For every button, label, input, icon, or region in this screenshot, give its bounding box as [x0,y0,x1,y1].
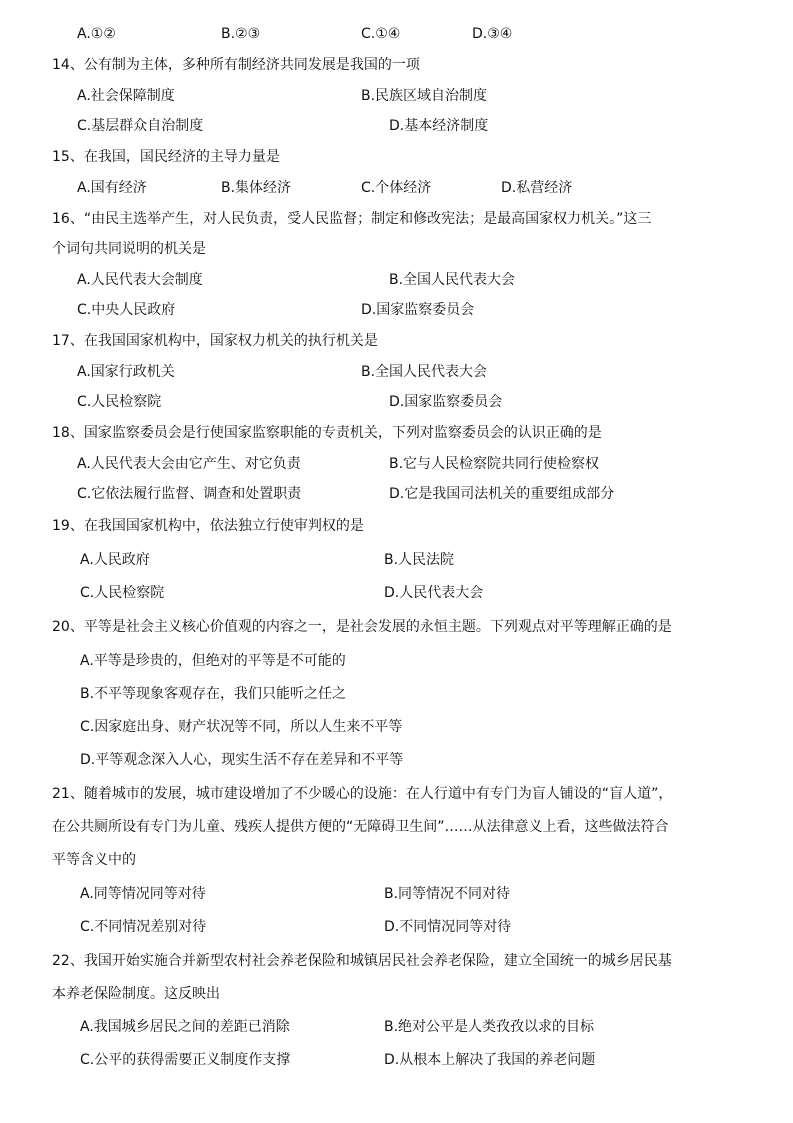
q15-option-a: A.国有经济 [77,180,147,196]
q21-stem-line3: 平等含义中的 [52,852,136,868]
q17-option-a: A.国家行政机关 [77,364,175,380]
q22-option-b: B.绝对公平是人类孜孜以求的目标 [384,1019,595,1035]
q13-option-a: A.①② [77,26,116,42]
q16-option-a: A.人民代表大会制度 [77,272,203,288]
q16-option-d: D.国家监察委员会 [361,302,475,318]
q19-option-c: C.人民检察院 [80,585,165,601]
q19-option-b: B.人民法院 [384,552,455,568]
q18-stem: 18、国家监察委员会是行使国家监察职能的专责机关，下列对监察委员会的认识正确的是 [52,425,602,441]
q20-stem: 20、平等是社会主义核心价值观的内容之一，是社会发展的永恒主题。下列观点对平等理解正确的是 [52,619,672,635]
q19-option-d: D.人民代表大会 [384,585,484,601]
q15-option-c: C.个体经济 [361,180,432,196]
q18-option-c: C.它依法履行监督、调查和处置职责 [77,486,302,502]
q14-option-c: C.基层群众自治制度 [77,118,204,134]
q21-option-c: C.不同情况差别对待 [80,919,207,935]
q18-option-d: D.它是我国司法机关的重要组成部分 [389,486,615,502]
q17-option-c: C.人民检察院 [77,394,162,410]
q19-option-a: A.人民政府 [80,552,150,568]
q15-option-b: B.集体经济 [221,180,292,196]
q20-option-c: C.因家庭出身、财产状况等不同，所以人生来不平等 [80,719,403,735]
q16-option-b: B.全国人民代表大会 [389,272,516,288]
q14-option-d: D.基本经济制度 [389,118,489,134]
q22-option-d: D.从根本上解决了我国的养老问题 [384,1052,596,1068]
q21-option-d: D.不同情况同等对待 [384,919,512,935]
q20-option-b: B.不平等现象客观存在，我们只能听之任之 [80,686,347,702]
q20-option-d: D.平等观念深入人心，现实生活不存在差异和不平等 [80,752,404,768]
q16-stem-line2: 个词句共同说明的机关是 [52,241,206,257]
q16-stem-line1: 16、“由民主选举产生，对人民负责，受人民监督；制定和修改宪法；是最高国家权力机关。”这三 [52,211,652,227]
q22-option-a: A.我国城乡居民之间的差距已消除 [80,1019,290,1035]
q22-stem-line2: 本养老保险制度。这反映出 [52,986,220,1002]
q18-option-a: A.人民代表大会由它产生、对它负责 [77,456,301,472]
q21-stem-line2: 在公共厕所设有专门为儿童、残疾人提供方便的“无障碍卫生间”……从法律意义上看，这些做法符合 [52,819,669,835]
q21-stem-line1: 21、随着城市的发展，城市建设增加了不少暖心的设施：在人行道中有专门为盲人铺设的“盲人道”， [52,786,673,802]
q17-option-d: D.国家监察委员会 [389,394,503,410]
q22-stem-line1: 22、我国开始实施合并新型农村社会养老保险和城镇居民社会养老保险，建立全国统一的城乡居民基 [52,953,672,969]
q20-option-a: A.平等是珍贵的，但绝对的平等是不可能的 [80,653,346,669]
q18-option-b: B.它与人民检察院共同行使检察权 [389,456,600,472]
q17-stem: 17、在我国国家机构中，国家权力机关的执行机关是 [52,333,378,349]
q14-option-a: A.社会保障制度 [77,88,175,104]
q17-option-b: B.全国人民代表大会 [361,364,488,380]
q15-option-d: D.私营经济 [501,180,573,196]
q13-option-c: C.①④ [361,26,401,42]
q14-stem: 14、公有制为主体，多种所有制经济共同发展是我国的一项 [52,57,420,73]
q14-option-b: B.民族区域自治制度 [361,88,488,104]
q13-option-b: B.②③ [221,26,261,42]
q13-option-d: D.③④ [472,26,513,42]
q15-stem: 15、在我国，国民经济的主导力量是 [52,149,280,165]
q16-option-c: C.中央人民政府 [77,302,176,318]
q22-option-c: C.公平的获得需要正义制度作支撑 [80,1052,291,1068]
q21-option-a: A.同等情况同等对待 [80,886,206,902]
q19-stem: 19、在我国国家机构中，依法独立行使审判权的是 [52,518,364,534]
q21-option-b: B.同等情况不同对待 [384,886,511,902]
